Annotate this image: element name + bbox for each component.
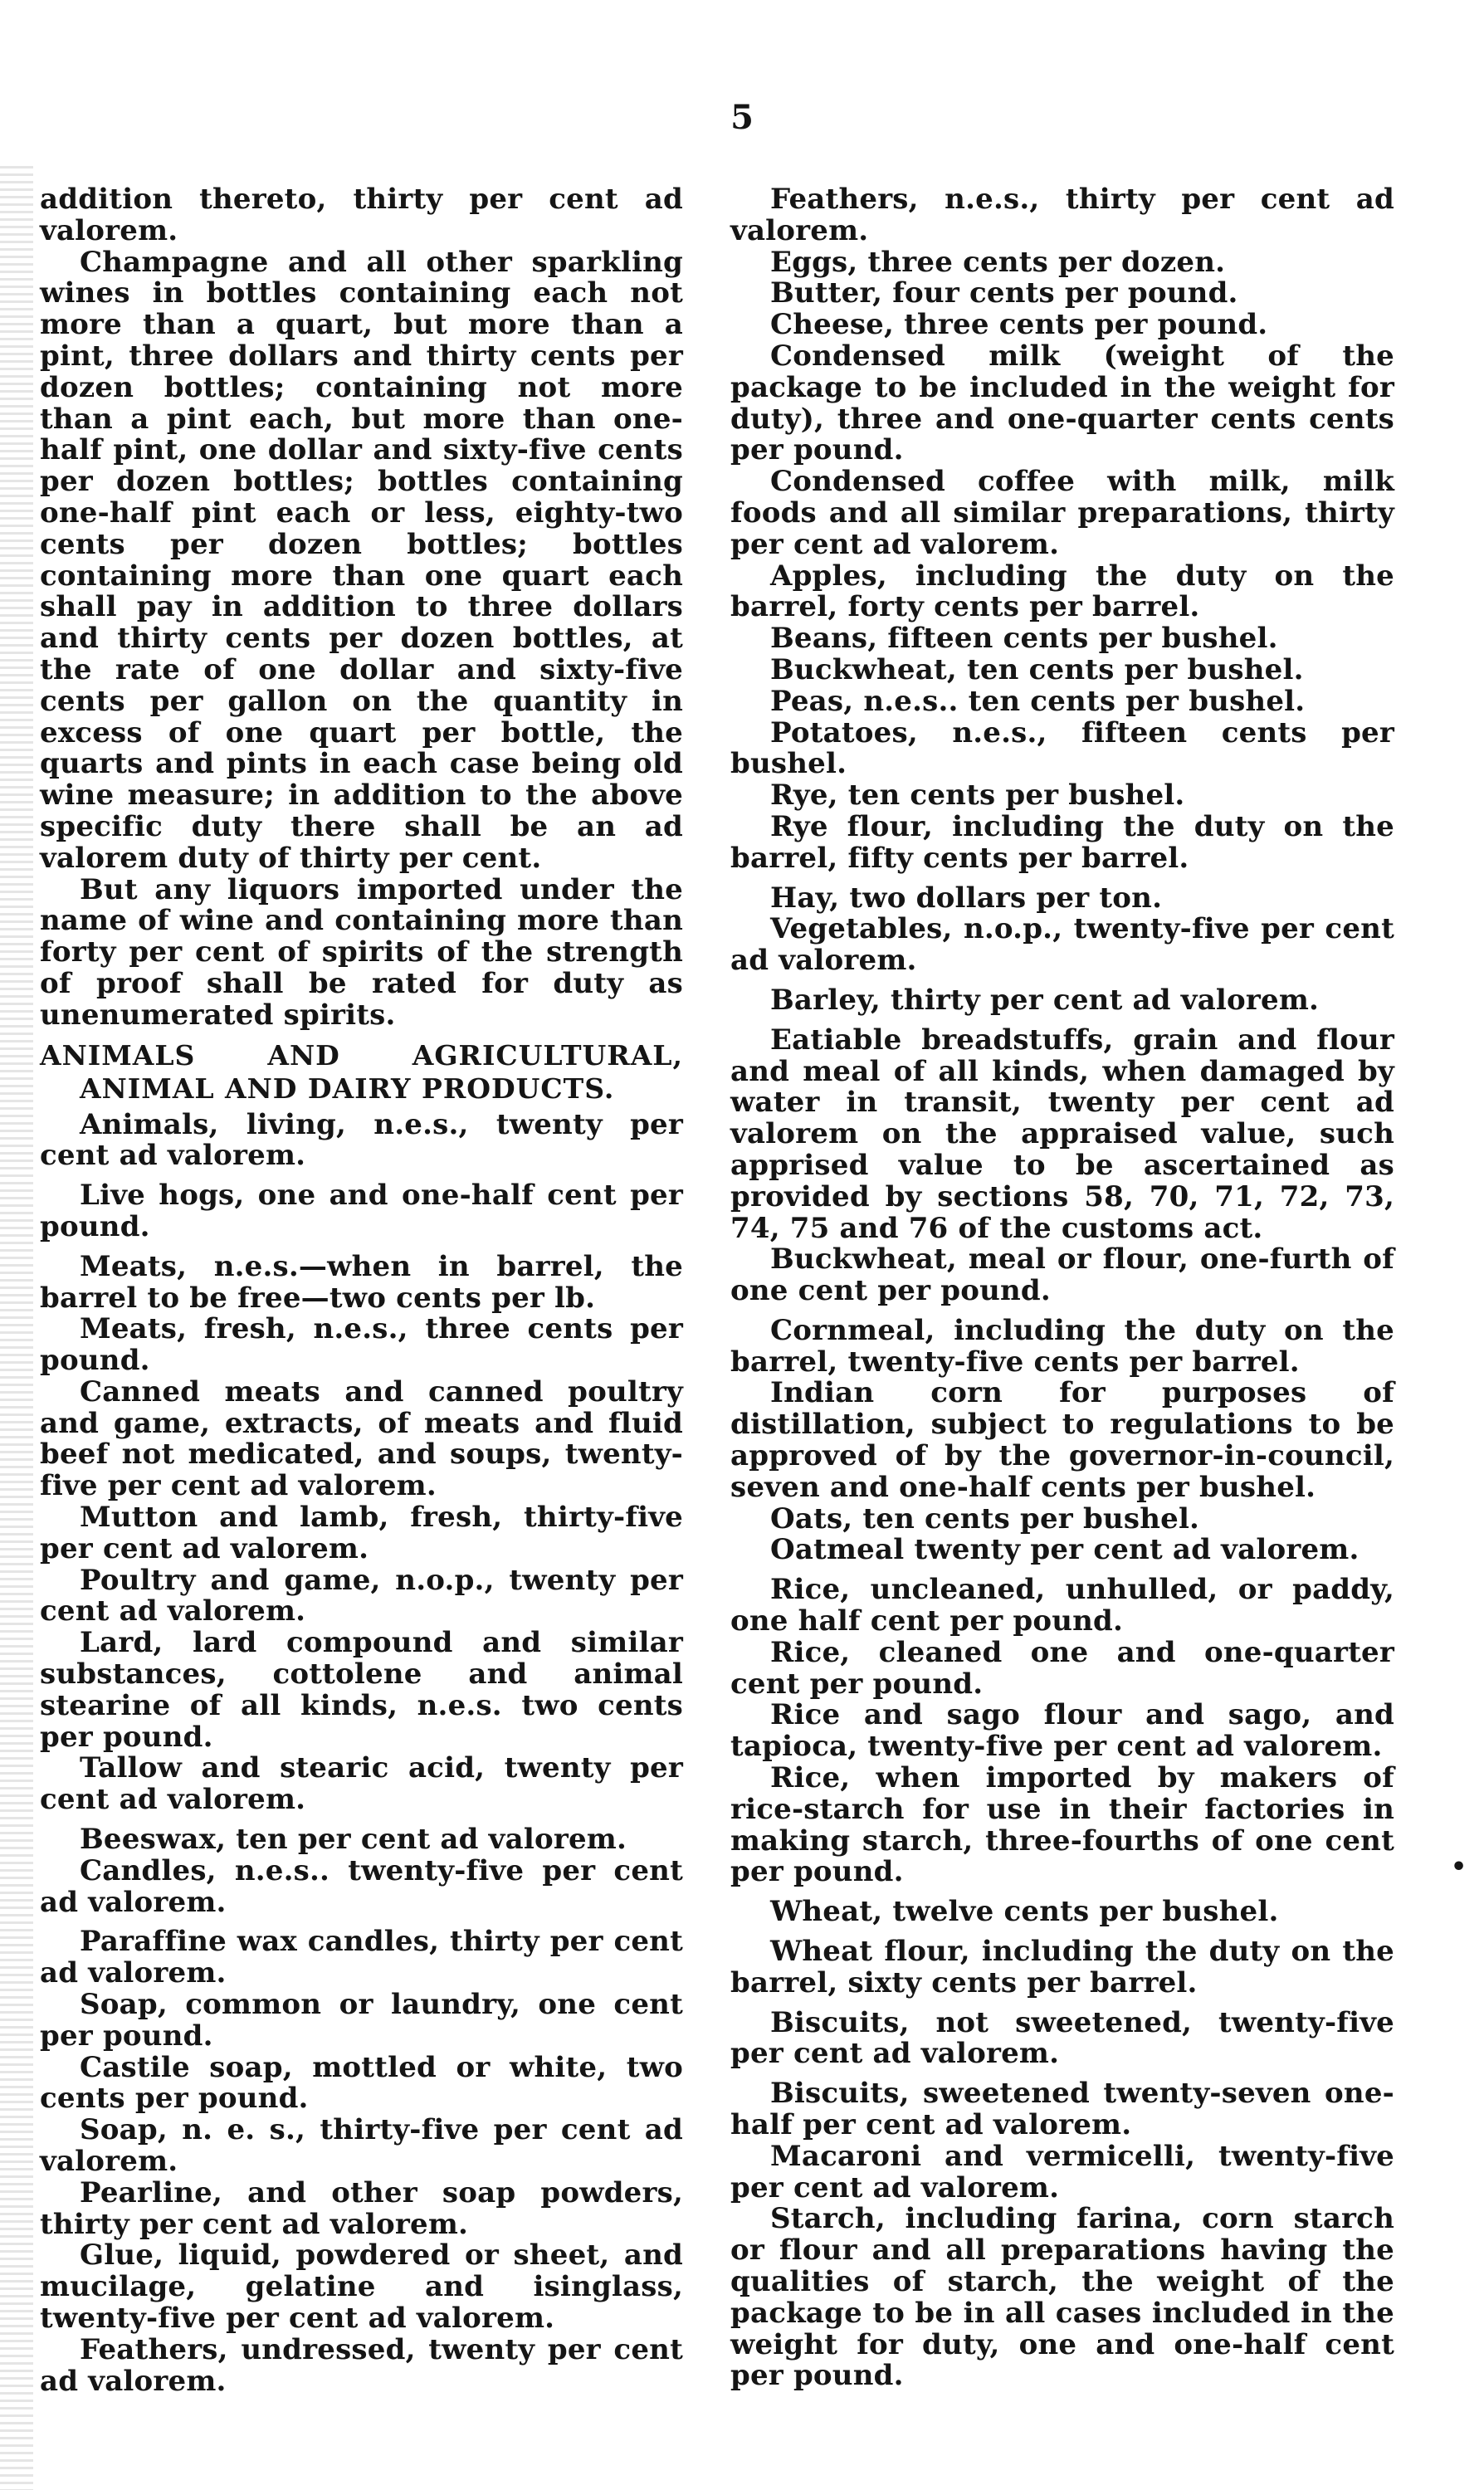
tariff-item: Eggs, three cents per dozen. [770, 245, 1226, 279]
tariff-item: Live hogs, one and one-half cent per pound. [40, 1179, 683, 1243]
tariff-item: Cheese, three cents per pound. [770, 308, 1268, 342]
tariff-item: Rice, when imported by makers of rice-starch for use in their factories in making starch, three-fourths of one cent per pound. [730, 1761, 1394, 1889]
page-number: 5 [730, 98, 754, 137]
tariff-item: Buckwheat, meal or flour, one-furth of one cent per pound. [730, 1243, 1394, 1308]
tariff-item: Glue, liquid, powdered or sheet, and mucilage, gelatine and isinglass, twenty-five per cent ad valorem. [40, 2239, 683, 2335]
tariff-item: Wheat flour, including the duty on the barrel, sixty cents per barrel. [730, 1935, 1394, 1999]
tariff-item: Soap, common or laundry, one cent per pound. [40, 1988, 683, 2053]
tariff-item: Rice and sago flour and sago, and tapioca, twenty-five per cent ad valorem. [730, 1698, 1394, 1764]
tariff-item: Beans, fifteen cents per bushel. [770, 622, 1278, 656]
tariff-item: Meats, fresh, n.e.s., three cents per pound. [40, 1312, 683, 1378]
paragraph: But any liquors imported under the name of wine and containing more than forty per cent of spirits of the strength of proof shall be rated for duty as unenumerated spirits. [40, 872, 683, 1032]
section-heading: ANIMALS AND AGRICULTURAL, [40, 1038, 683, 1072]
tariff-item: Potatoes, n.e.s., fifteen cents per bushel. [730, 715, 1394, 781]
tariff-item: Biscuits, sweetened twenty-seven one-half per cent ad valorem. [730, 2077, 1394, 2142]
tariff-item: Oatmeal twenty per cent ad valorem. [770, 1533, 1360, 1567]
tariff-item: Wheat, twelve cents per bushel. [770, 1895, 1279, 1929]
tariff-item: Starch, including farina, corn starch or flour and all preparations having the qualities of starch, the weight of the package to be in all cases included in the weight for duty, one and one-half cent per pound. [730, 2202, 1394, 2393]
tariff-item: Rice, cleaned one and one-quarter cent per pound. [730, 1635, 1394, 1701]
tariff-item: Eatiable breadstuffs, grain and flour and meal of all kinds, when damaged by water in transit, twenty per cent ad valorem on the appraised value, such apprised value to be ascertained as provided by sections 58, 70, 71, 72, 73, 74, 75 and 76 of the customs act. [730, 1023, 1394, 1245]
tariff-item: Cornmeal, including the duty on the barrel, twenty-five cents per barrel. [730, 1313, 1394, 1379]
tariff-item: Peas, n.e.s.. ten cents per bushel. [770, 684, 1306, 718]
tariff-item: Castile soap, mottled or white, two cents per pound. [40, 2050, 683, 2116]
tariff-item: Rice, uncleaned, unhulled, or paddy, one half cent per pound. [730, 1573, 1394, 1638]
tariff-item: Poultry and game, n.o.p., twenty per cent ad valorem. [40, 1563, 683, 1628]
tariff-item: Vegetables, n.o.p., twenty-five per cent ad valorem. [730, 912, 1394, 978]
tariff-item: Lard, lard compound and similar substances, cottolene and animal stearine of all kinds, n.e.s. two cents per pound. [40, 1626, 683, 1754]
tariff-item: Oats, ten cents per bushel. [770, 1501, 1200, 1536]
section-heading-continued: ANIMAL AND DAIRY PRODUCTS. [80, 1072, 615, 1105]
tariff-item: Tallow and stearic acid, twenty per cent ad valorem. [40, 1751, 683, 1817]
paragraph: Champagne and all other sparkling wines in bottles containing each not more than a quart, but more than a pint, three dollars and thirty cents per dozen bottles; containing not more than a pint each, but more than one-half pint, one dollar and sixty-five cents per dozen bottles; bottles containing one-half pint each or less, eighty-two cents per dozen bottles; bottles containing more than one quart each shall pay in addition to three dollars and thirty cents per dozen bottles, at the rate of one dollar and sixty-five cents per gallon on the quantity in excess of one quart per bottle, the quarts and pints in each case being old wine measure; in addition to the above specific duty there shall be an ad valorem duty of thirty per cent. [40, 245, 683, 875]
tariff-item: Animals, living, n.e.s., twenty per cent ad valorem. [40, 1107, 683, 1173]
scan-edge-artifact [0, 166, 33, 2490]
tariff-item: Paraffine wax candles, thirty per cent ad valorem. [40, 1925, 683, 1990]
tariff-item: Soap, n. e. s., thirty-five per cent ad valorem. [40, 2113, 683, 2179]
paragraph: addition thereto, thirty per cent ad valorem. [40, 183, 683, 247]
tariff-item: Condensed milk (weight of the package to be included in the weight for duty), three and one-quarter cents cents per pound. [730, 339, 1394, 467]
left-column [40, 184, 683, 2397]
tariff-item: Buckwheat, ten cents per bushel. [770, 652, 1304, 686]
right-column [730, 184, 1394, 2392]
tariff-item: Mutton and lamb, fresh, thirty-five per cent ad valorem. [40, 1501, 683, 1565]
tariff-item: Beeswax, ten per cent ad valorem. [80, 1823, 627, 1857]
tariff-item: Pearline, and other soap powders, thirty per cent ad valorem. [40, 2175, 683, 2241]
tariff-item: Meats, n.e.s.—when in barrel, the barrel to be free—two cents per lb. [40, 1249, 683, 1315]
stray-mark: • [1451, 1853, 1467, 1882]
tariff-item: Feathers, undressed, twenty per cent ad valorem. [40, 2332, 683, 2398]
tariff-item: Rye flour, including the duty on the barrel, fifty cents per barrel. [730, 809, 1394, 875]
tariff-item: Condensed coffee with milk, milk foods and all similar preparations, thirty per cent ad valorem. [730, 465, 1394, 561]
tariff-item: Rye, ten cents per bushel. [770, 779, 1185, 813]
tariff-item: Butter, four cents per pound. [770, 276, 1238, 310]
tariff-item: Barley, thirty per cent ad valorem. [770, 983, 1320, 1017]
tariff-item: Biscuits, not sweetened, twenty-five per cent ad valorem. [730, 2005, 1394, 2071]
tariff-item: Canned meats and canned poultry and game, extracts, of meats and fluid beef not medicated, and soups, twenty-five per cent ad valorem. [40, 1374, 683, 1503]
tariff-item: Candles, n.e.s.. twenty-five per cent ad valorem. [40, 1853, 683, 1919]
tariff-item: Indian corn for purposes of distillation, subject to regulations to be approved of by the governor-in-council, seven and one-half cents per bushel. [730, 1376, 1394, 1504]
tariff-item: Hay, two dollars per ton. [770, 881, 1163, 915]
tariff-item: Feathers, n.e.s., thirty per cent ad valorem. [730, 183, 1394, 247]
tariff-item: Apples, including the duty on the barrel, forty cents per barrel. [730, 559, 1394, 624]
tariff-item: Macaroni and vermicelli, twenty-five per cent ad valorem. [730, 2139, 1394, 2204]
